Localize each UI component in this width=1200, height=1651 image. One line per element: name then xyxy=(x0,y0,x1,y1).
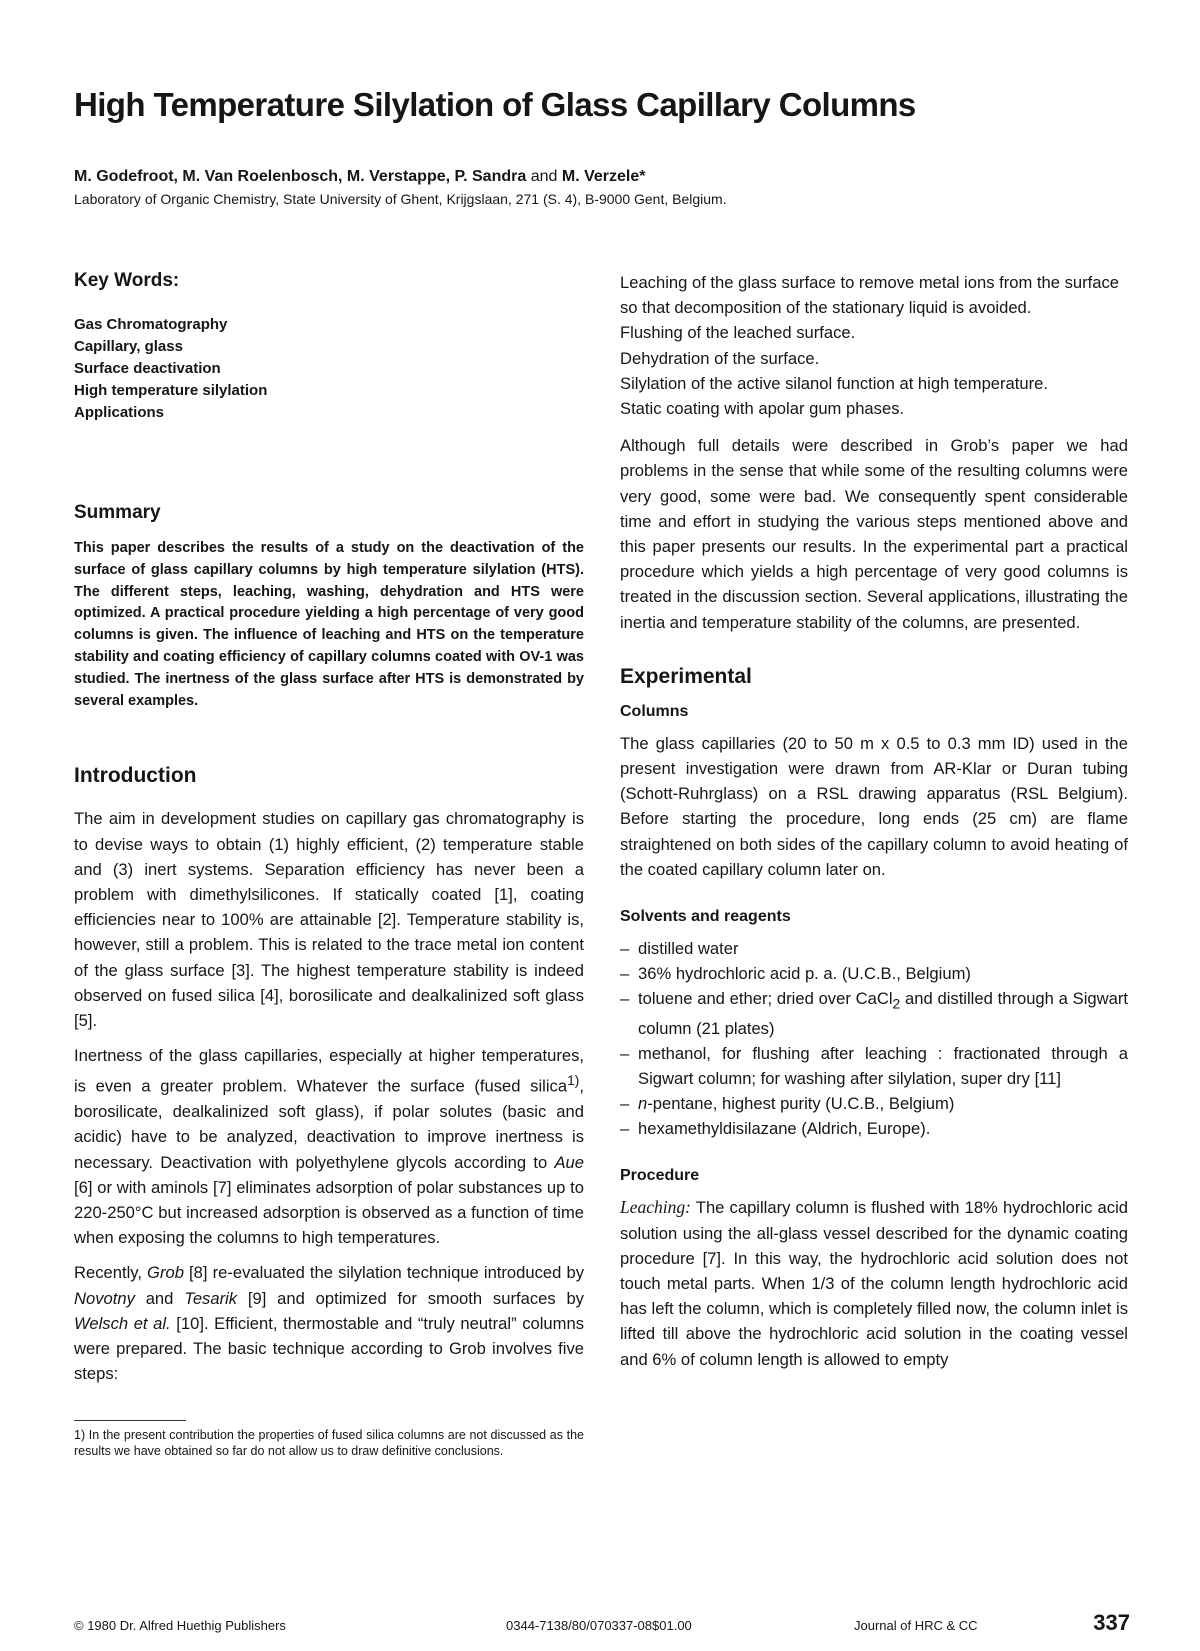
experimental-heading: Experimental xyxy=(620,664,752,688)
footnote: 1) In the present contribution the properties of fused silica columns are not discussed as the results we have obtained so far do not allow us to draw definitive conclusions. xyxy=(74,1428,584,1459)
text-run: [6] or with aminols [7] eliminates adsorption of polar substances up to 220-250°C but increased adsorption is observed as a function of time when exposing the columns to high temperatures. xyxy=(74,1177,584,1248)
author-citation: Tesarik xyxy=(184,1288,238,1308)
author-citation: Welsch et al. xyxy=(74,1313,171,1333)
solvents-heading: Solvents and reagents xyxy=(620,908,791,926)
procedure-heading: Procedure xyxy=(620,1167,700,1185)
left-column xyxy=(74,270,584,1459)
copyright-notice: © 1980 Dr. Alfred Huethig Publishers xyxy=(74,1618,286,1633)
reagent-item xyxy=(620,1091,1128,1116)
author-list xyxy=(74,168,645,186)
step-item: Leaching of the glass surface to remove metal ions from the surface so that decomposition of the stationary liquid is avoided. xyxy=(620,273,1119,318)
step-item: Flushing of the leached surface. xyxy=(620,323,856,343)
journal-name: Journal of HRC & CC xyxy=(854,1618,978,1633)
key-word-item: Surface deactivation xyxy=(74,360,221,377)
reagent-item: – hexamethyldisilazane (Aldrich, Europe). xyxy=(620,1116,1128,1141)
step-item: Silylation of the active silanol function at high temperature. xyxy=(620,373,1048,393)
intro-paragraph-3 xyxy=(74,1260,584,1386)
reagents-list xyxy=(620,936,1128,1141)
columns-heading: Columns xyxy=(620,702,689,720)
author-citation: Aue xyxy=(554,1152,584,1172)
text-run: [9] and optimized for smooth surfaces by xyxy=(237,1288,584,1308)
author-citation: Grob xyxy=(147,1263,184,1283)
intro-paragraph-1: The aim in development studies on capillary gas chromatography is to devise ways to obtain (1) highly efficient, (2) temperature stable and (3) inert systems. Separation efficiency has never been a problem with dimethylsilicones. If statically coated [1], coating efficiencies near to 100% are attainable [2]. Temperature stability is, however, still a problem. This is related to the trace metal ion content of the glass surface [3]. The highest temperature stability is indeed observed on fused silica [4], borosilicate and dealkalinized soft glass [5]. xyxy=(74,809,584,1030)
key-word-item: Applications xyxy=(74,404,165,421)
author-names: M. Godefroot, M. Van Roelenbosch, M. Verstappe, P. Sandra xyxy=(74,168,527,185)
text-run: [8] re-evaluated the silylation technique introduced by xyxy=(183,1263,584,1283)
leaching-label: Leaching: xyxy=(620,1197,691,1218)
summary-text: This paper describes the results of a study on the deactivation of the surface of glass capillary columns by high temperature silylation (HTS). The different steps, leaching, washing, dehydration and HTS were optimized. A practical procedure yielding a high percentage of very good columns is given. The influence of leaching and HTS on the temperature stability and coating efficiency of capillary columns coated with OV-1 was studied. The inertness of the glass surface after HTS is demonstrated by several examples. xyxy=(74,540,584,709)
footnote-divider xyxy=(74,1420,186,1421)
footnote-marker: 1) xyxy=(567,1072,580,1089)
issn-code: 0344-7138/80/070337-08$01.00 xyxy=(506,1618,692,1633)
text-run: and distilled through a Sigwart column (21 plates) xyxy=(638,989,1129,1039)
introduction-heading: Introduction xyxy=(74,764,197,788)
text-run: Inertness of the glass capillaries, especially at higher temperatures, is even a greater problem. Whatever the surface (fused silica xyxy=(74,1046,584,1096)
italic-prefix: n xyxy=(638,1094,648,1114)
intro-paragraph-2 xyxy=(74,1043,584,1250)
reagent-item: – methanol, for flushing after leaching : fractionated through a Sigwart column; for washing after silylation, super dry [11] xyxy=(620,1041,1128,1091)
author-citation: Novotny xyxy=(74,1288,135,1308)
reagent-item xyxy=(620,986,1128,1041)
text-run: The capillary column is flushed with 18% hydrochloric acid solution using the all-glass vessel described for the dynamic coating procedure [7]. In this way, the hydrochloric acid solution does not touch metal parts. When 1/3 of the column length hydrochloric acid has left the column, which is completely filled now, the column inlet is lifted till above the hydrochloric acid solution in the coating vessel and 6% of column length is allowed to empty xyxy=(620,1198,1128,1369)
affiliation: Laboratory of Organic Chemistry, State University of Ghent, Krijgslaan, 271 (S. 4), B-9000 Gent, Belgium. xyxy=(74,191,727,207)
text-run: [10]. Efficient, thermostable and “truly neutral” columns were prepared. The basic technique according to Grob involves five steps: xyxy=(74,1313,585,1384)
text-run: Recently, xyxy=(74,1263,148,1283)
text-run: and xyxy=(134,1288,185,1308)
corresponding-author: M. Verzele* xyxy=(561,168,646,185)
text-run: toluene and ether; dried over CaCl xyxy=(638,989,893,1009)
step-item: Dehydration of the surface. xyxy=(620,348,820,368)
right-column xyxy=(620,270,1128,1382)
text-run: , borosilicate, dealkalinized soft glass), if polar solutes (basic and acidic) have to be analyzed, deactivation to improve inertness is necessary. Deactivation with polyethylene glycols according to xyxy=(74,1076,584,1172)
page-number: 337 xyxy=(1093,1610,1130,1635)
columns-paragraph: The glass capillaries (20 to 50 m x 0.5 to 0.3 mm ID) used in the present investigation were drawn from AR-Klar or Duran tubing (Schott-Ruhrglass) on a RSL drawing apparatus (RSL Belgium). Before starting the procedure, long ends (25 cm) are flame straightened on both sides of the capillary column to avoid heating of the coated capillary column later on. xyxy=(620,733,1128,879)
steps-list xyxy=(620,270,1128,421)
leaching-paragraph xyxy=(620,1195,1128,1371)
paper-title: High Temperature Silylation of Glass Capillary Columns xyxy=(74,86,916,123)
right-paragraph-1: Although full details were described in Grob’s paper we had problems in the sense that while some of the resulting columns were very good, some were bad. We consequently spent considerable time and effort in studying the various steps mentioned above and this paper presents our results. In the experimental part a practical procedure which yields a high percentage of very good columns is treated in the discussion section. Several applications, illustrating the inertia and temperature stability of the columns, are presented. xyxy=(620,436,1128,632)
key-words-list xyxy=(74,314,584,424)
key-word-item: High temperature silylation xyxy=(74,382,268,399)
reagent-item: – 36% hydrochloric acid p. a. (U.C.B., Belgium) xyxy=(620,961,1128,986)
key-words-heading: Key Words: xyxy=(74,270,180,291)
summary-heading: Summary xyxy=(74,502,161,523)
reagent-item: – distilled water xyxy=(620,936,1128,961)
key-word-item: Gas Chromatography xyxy=(74,316,228,333)
page-footer xyxy=(74,1612,1130,1640)
text-run: -pentane, highest purity (U.C.B., Belgium) xyxy=(647,1094,955,1114)
author-and: and xyxy=(530,168,558,185)
key-word-item: Capillary, glass xyxy=(74,338,183,355)
step-item: Static coating with apolar gum phases. xyxy=(620,399,905,419)
subscript: 2 xyxy=(892,995,901,1012)
